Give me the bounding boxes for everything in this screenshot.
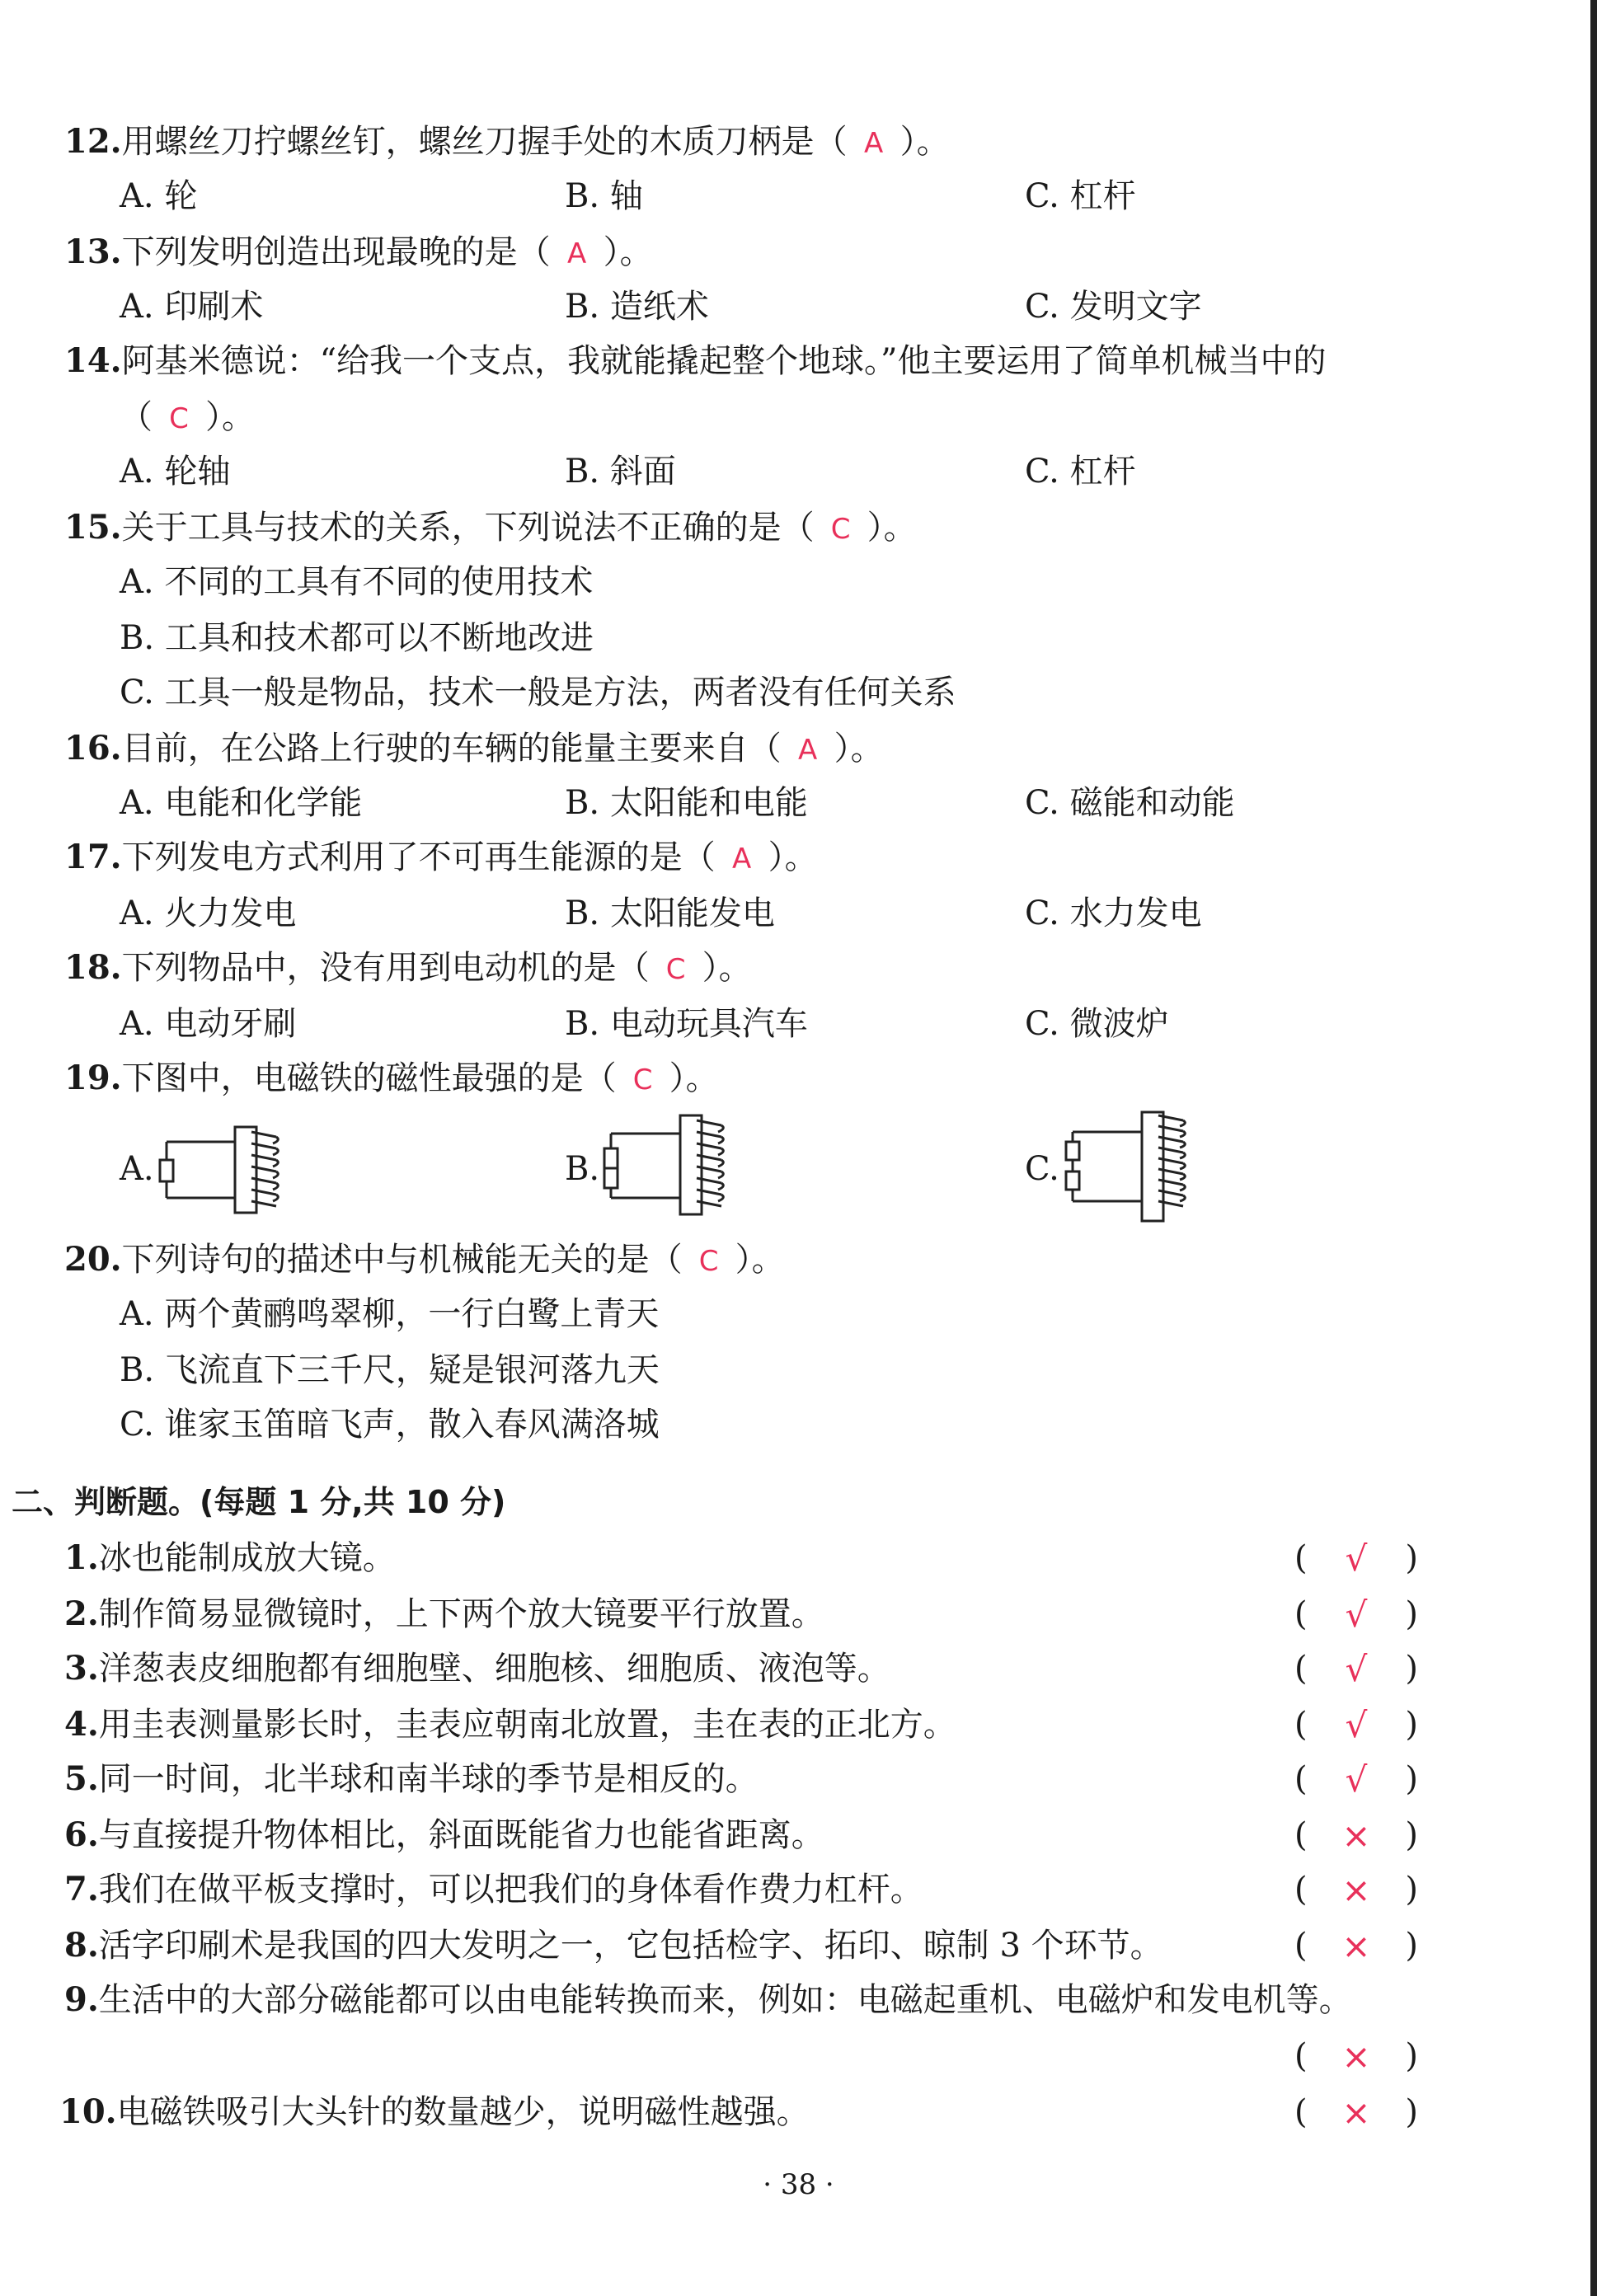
judge-item-text: 电磁铁吸引大头针的数量越少，说明磁性越强。 <box>116 2093 810 2131</box>
open-paren: ( <box>1294 1595 1308 1633</box>
option-17-c: C. 水力发电 <box>1025 894 1202 932</box>
judge-item-text: 生活中的大部分磁能都可以由电能转换而来，例如：电磁起重机、电磁炉和发电机等。 <box>98 1981 1352 2019</box>
option-18-a: A. 电动牙刷 <box>120 1005 297 1043</box>
option-19-b: B. <box>565 1150 600 1188</box>
judge-item-number: 8. <box>64 1926 99 1965</box>
close-paren: ) <box>1405 1871 1418 1909</box>
option-13-a: A. 印刷术 <box>120 288 264 326</box>
judge-answer-box <box>1294 1649 1418 1688</box>
option-20-b: B. 飞流直下三千尺，疑是银河落九天 <box>120 1351 660 1389</box>
option-15-a: A. 不同的工具有不同的使用技术 <box>120 563 594 601</box>
close-paren: ) <box>1405 1816 1418 1854</box>
option-15-c: C. 工具一般是物品，技术一般是方法，两者没有任何关系 <box>120 674 956 711</box>
open-paren: ( <box>1294 1816 1308 1854</box>
judge-item-text: 活字印刷术是我国的四大发明之一，它包括检字、拓印、晾制 3 个环节。 <box>98 1927 1163 1965</box>
judge-item <box>59 2092 810 2132</box>
judge-item-number: 7. <box>64 1870 99 1909</box>
judge-item <box>64 1705 956 1744</box>
option-17-b: B. 太阳能发电 <box>565 894 775 932</box>
judge-answer-box <box>1294 1815 1418 1855</box>
judge-item-number: 1. <box>64 1538 99 1577</box>
answer-18: C <box>665 953 686 986</box>
judge-answer-box <box>1294 1705 1418 1744</box>
question-20: 20.下列诗句的描述中与机械能无关的是（ C ）。 <box>64 1240 785 1281</box>
judge-item-text: 用圭表测量影长时，圭表应朝南北放置，圭在表的正北方。 <box>98 1706 956 1744</box>
judge-answer-box <box>1294 1538 1418 1578</box>
option-12-c: C. 杠杆 <box>1025 177 1136 215</box>
option-16-a: A. 电能和化学能 <box>120 784 363 822</box>
judge-answer-box <box>1294 2036 1418 2076</box>
open-paren: ( <box>1294 1871 1308 1909</box>
option-18-c: C. 微波炉 <box>1025 1005 1169 1043</box>
judge-item <box>64 1538 396 1578</box>
question-17: 17.下列发电方式利用了不可再生能源的是（ A ）。 <box>64 838 818 879</box>
option-14-b: B. 斜面 <box>565 453 676 491</box>
open-paren: ( <box>1294 1539 1308 1577</box>
answer-15: C <box>830 513 851 546</box>
close-paren: ) <box>1405 1706 1418 1744</box>
judge-answer-box <box>1294 1759 1418 1799</box>
judge-item-text: 冰也能制成放大镜。 <box>98 1539 396 1577</box>
close-paren: ) <box>1405 2093 1418 2131</box>
question-18: 18.下列物品中，没有用到电动机的是（ C ）。 <box>64 948 752 989</box>
option-20-c: C. 谁家玉笛暗飞声，散入春风满洛城 <box>120 1406 660 1444</box>
cross-mark-icon: × <box>1341 1925 1371 1966</box>
check-mark-icon: √ <box>1345 1538 1368 1579</box>
option-12-b: B. 轴 <box>565 177 643 215</box>
open-paren: ( <box>1294 1760 1308 1798</box>
answer-14: C <box>169 402 189 435</box>
option-16-c: C. 磁能和动能 <box>1025 784 1235 822</box>
judge-item-text: 与直接提升物体相比，斜面既能省力也能省距离。 <box>98 1816 824 1854</box>
close-paren: ) <box>1405 2037 1418 2075</box>
open-paren: ( <box>1294 2093 1308 2131</box>
answer-20: C <box>698 1245 719 1278</box>
answer-12: A <box>863 127 884 160</box>
answer-17: A <box>731 843 752 876</box>
close-paren: ) <box>1405 1760 1418 1798</box>
circuit-diagram-c <box>1059 1109 1208 1224</box>
circuit-diagram-a <box>157 1117 305 1220</box>
judge-answer-box <box>1294 1594 1418 1634</box>
close-paren: ) <box>1405 1927 1418 1965</box>
option-13-c: C. 发明文字 <box>1025 288 1202 326</box>
judge-item <box>64 1980 1352 2020</box>
cross-mark-icon: × <box>1341 1869 1371 1910</box>
question-13: 13.下列发明创造出现最晚的是（ A ）。 <box>64 232 653 274</box>
option-20-a: A. 两个黄鹂鸣翠柳，一行白鹭上青天 <box>120 1295 660 1333</box>
judge-item-number: 9. <box>64 1980 99 2019</box>
option-14-a: A. 轮轴 <box>120 453 231 491</box>
page-number: · 38 · <box>763 2168 834 2201</box>
judge-item-text: 洋葱表皮细胞都有细胞壁、细胞核、细胞质、液泡等。 <box>98 1650 890 1688</box>
judge-item <box>64 1759 759 1799</box>
answer-19: C <box>632 1063 653 1096</box>
option-18-b: B. 电动玩具汽车 <box>565 1005 808 1043</box>
question-15: 15.关于工具与技术的关系，下列说法不正确的是（ C ）。 <box>64 508 917 549</box>
option-16-b: B. 太阳能和电能 <box>565 784 808 822</box>
open-paren: ( <box>1294 1706 1308 1744</box>
option-17-a: A. 火力发电 <box>120 894 297 932</box>
cross-mark-icon: × <box>1341 2092 1371 2133</box>
close-paren: ) <box>1405 1539 1418 1577</box>
judge-item-number: 3. <box>64 1649 99 1688</box>
judge-item-number: 4. <box>64 1705 99 1744</box>
answer-16: A <box>797 734 818 767</box>
question-14: 14.阿基米德说：“给我一个支点，我就能撬起整个地球。”他主要运用了简单机械当中的 <box>64 341 1327 380</box>
open-paren: ( <box>1294 2037 1308 2075</box>
judge-item <box>64 1594 824 1634</box>
check-mark-icon: √ <box>1345 1704 1368 1745</box>
check-mark-icon: √ <box>1345 1758 1368 1800</box>
judge-item-number: 2. <box>64 1594 99 1633</box>
judge-item-number: 6. <box>64 1815 99 1854</box>
judge-item-text: 制作简易显微镜时，上下两个放大镜要平行放置。 <box>98 1595 824 1633</box>
option-14-c: C. 杠杆 <box>1025 453 1136 491</box>
judge-answer-box <box>1294 1926 1418 1965</box>
judge-item-text: 同一时间，北半球和南半球的季节是相反的。 <box>98 1760 759 1798</box>
question-16: 16.目前，在公路上行驶的车辆的能量主要来自（ A ）。 <box>64 729 884 770</box>
judge-item-number: 5. <box>64 1759 99 1798</box>
open-paren: ( <box>1294 1650 1308 1688</box>
check-mark-icon: √ <box>1345 1594 1368 1635</box>
question-19: 19.下图中，电磁铁的磁性最强的是（ C ）。 <box>64 1059 719 1100</box>
judge-item <box>64 1815 824 1855</box>
option-19-c: C. <box>1025 1150 1059 1188</box>
judge-answer-box <box>1294 2092 1418 2132</box>
check-mark-icon: √ <box>1345 1648 1368 1689</box>
cross-mark-icon: × <box>1341 1815 1371 1856</box>
option-12-a: A. 轮 <box>120 177 198 215</box>
judge-answer-box <box>1294 1870 1418 1909</box>
page-edge <box>1590 0 1597 2296</box>
option-13-b: B. 造纸术 <box>565 288 709 326</box>
option-19-a: A. <box>120 1150 154 1188</box>
judge-item <box>64 1870 923 1909</box>
judge-item <box>64 1926 1163 1965</box>
open-paren: ( <box>1294 1927 1308 1965</box>
answer-13: A <box>566 237 587 270</box>
close-paren: ) <box>1405 1650 1418 1688</box>
cross-mark-icon: × <box>1341 2035 1371 2077</box>
question-14-answer-line: （ C ）。 <box>120 397 255 439</box>
option-15-b: B. 工具和技术都可以不断地改进 <box>120 619 594 657</box>
close-paren: ) <box>1405 1595 1418 1633</box>
circuit-diagram-b <box>598 1109 746 1220</box>
judge-item <box>64 1649 890 1688</box>
section-heading-judge: 二、判断题。(每题 1 分,共 10 分) <box>12 1484 506 1520</box>
judge-item-text: 我们在做平板支撑时，可以把我们的身体看作费力杠杆。 <box>98 1871 923 1909</box>
question-12: 12.用螺丝刀拧螺丝钉，螺丝刀握手处的木质刀柄是（ A ）。 <box>64 122 950 163</box>
judge-item-number: 10. <box>59 2092 117 2131</box>
